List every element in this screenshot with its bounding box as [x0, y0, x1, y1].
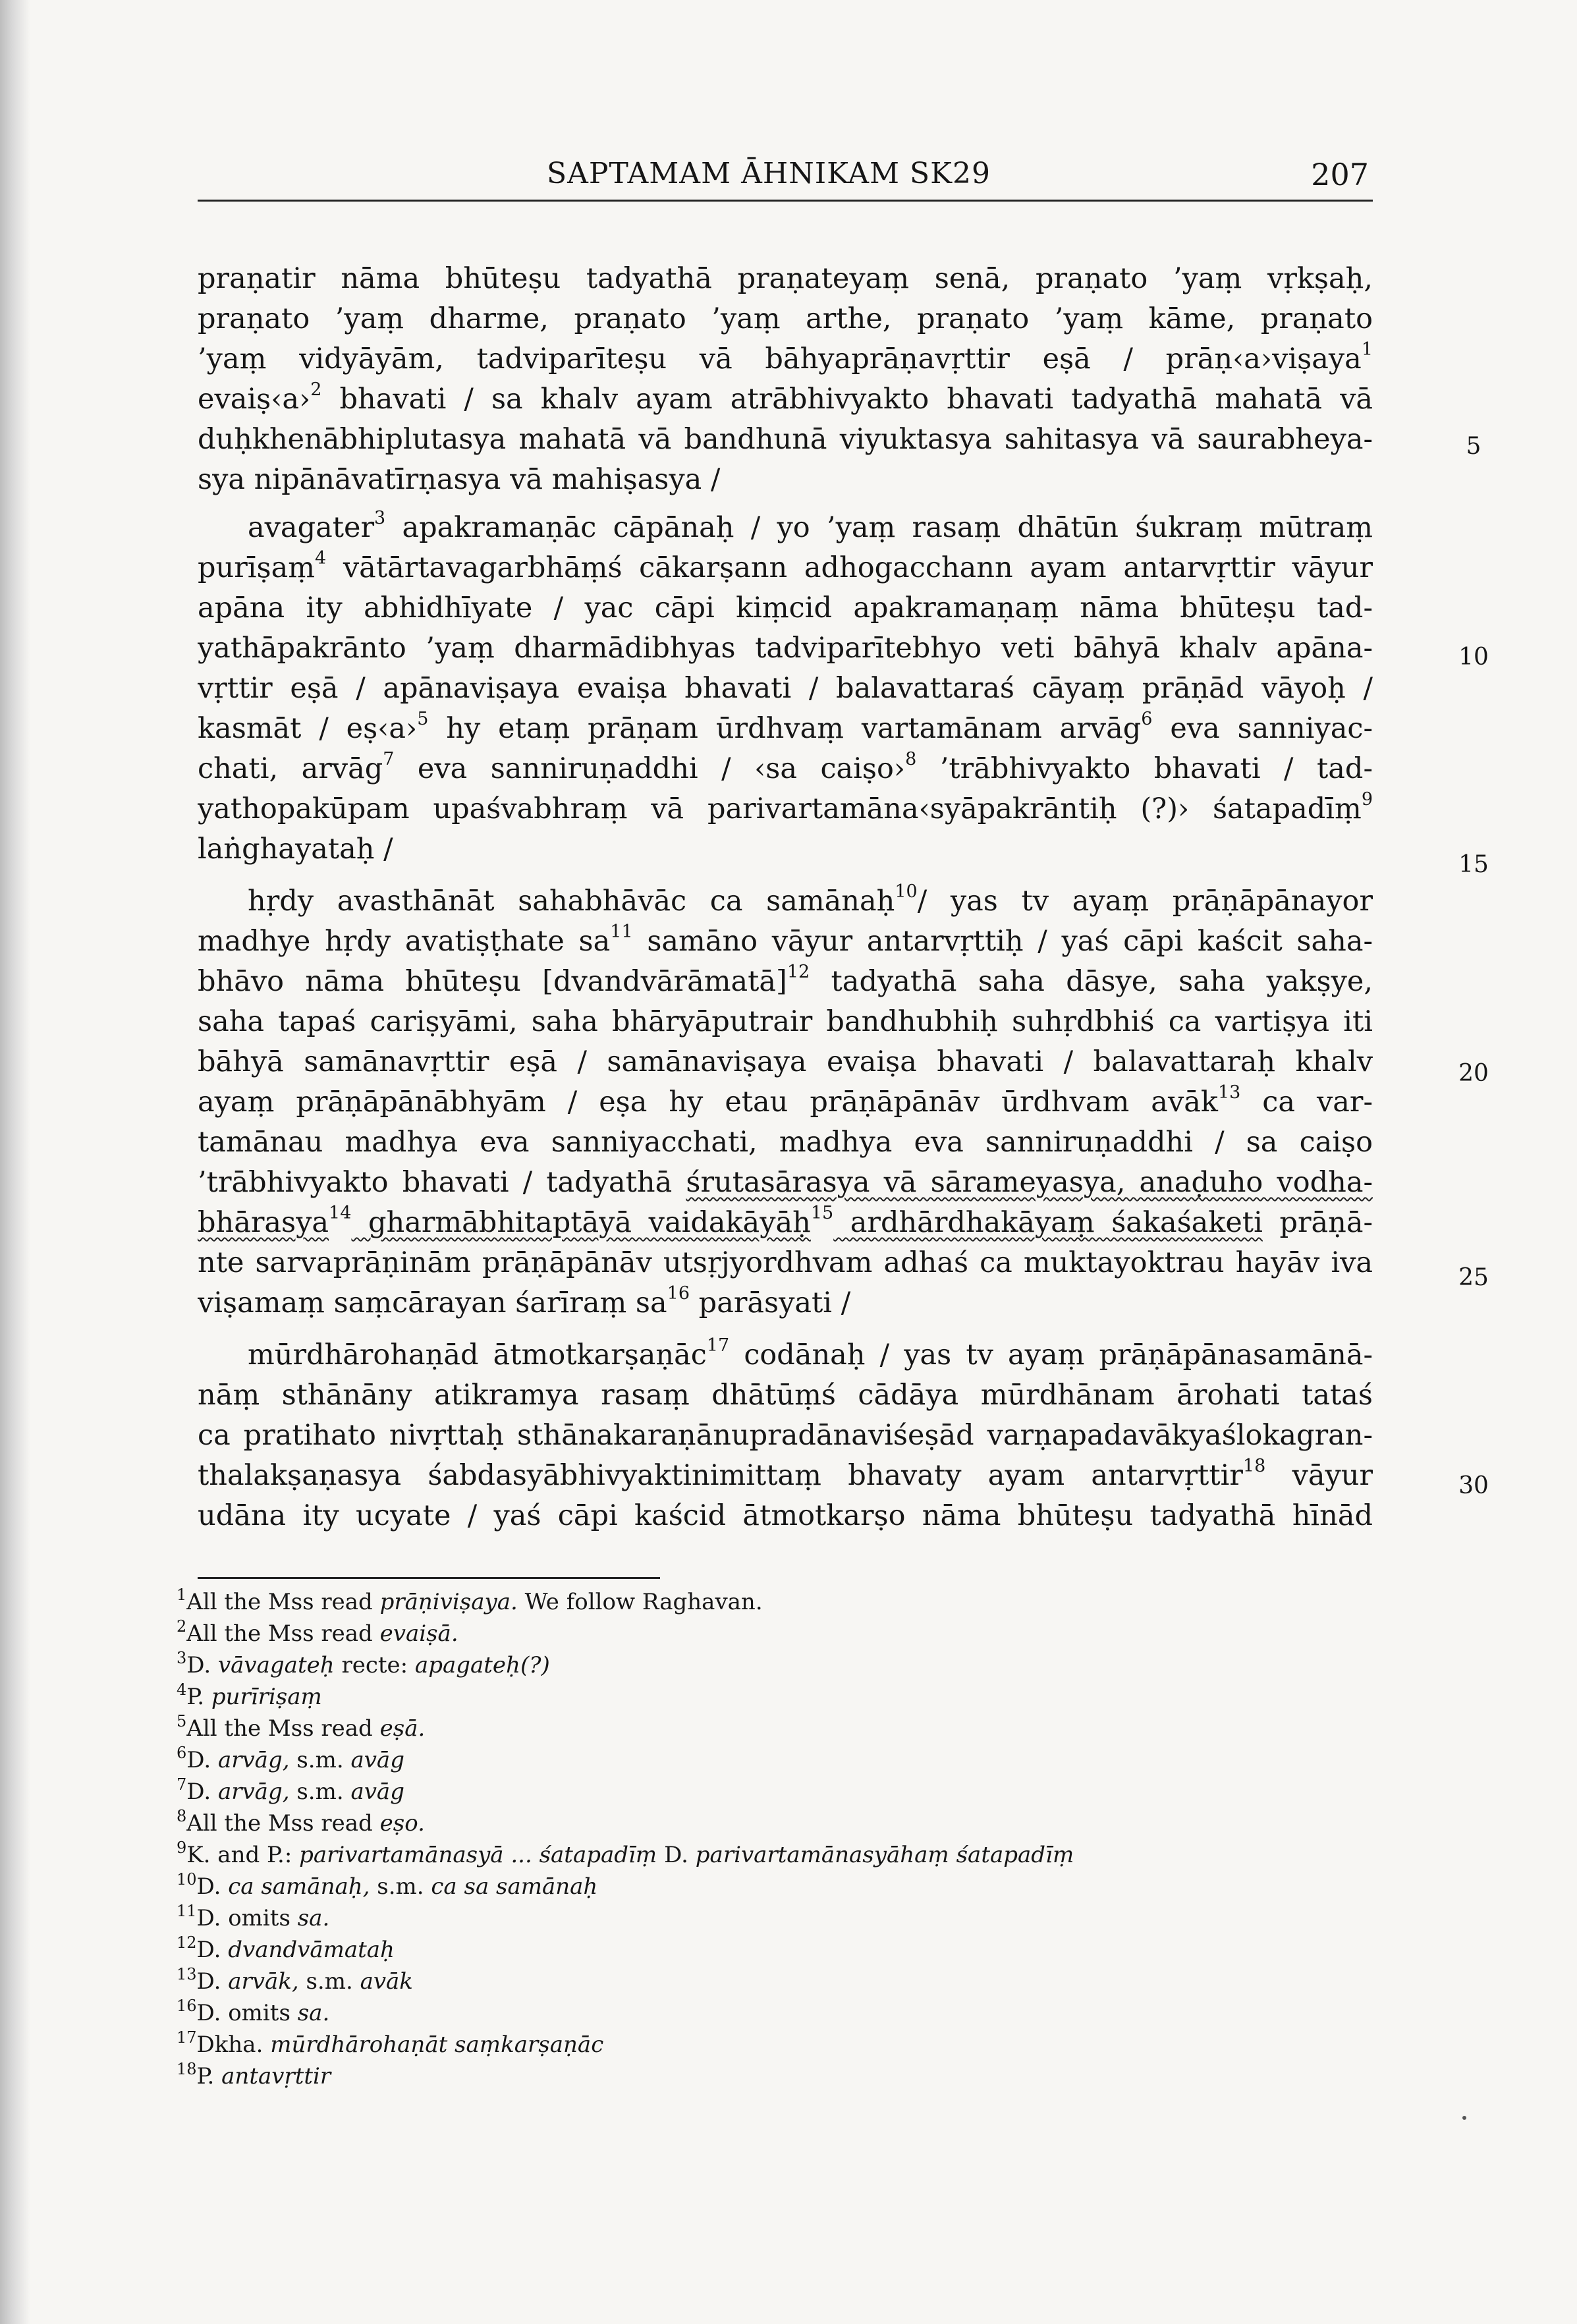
footnote-text: arvāg, — [217, 1747, 290, 1773]
footnote — [177, 1809, 1428, 1838]
footnote-mark: 17 — [177, 2028, 197, 2047]
footnote-text: D. — [186, 1779, 218, 1805]
footnote-mark: 1 — [177, 1586, 187, 1604]
text-line: ca pratihato nivṛttaḥ sthānakaraṇānupradānaviśeṣād varṇapadavākyaślokagran- — [198, 1419, 1373, 1452]
footnote-text: purīriṣaṃ — [211, 1684, 322, 1710]
footnote-text: D. — [196, 1873, 229, 1900]
scan-speck — [1462, 2116, 1466, 2120]
footnote-text: K. and P.: — [186, 1842, 300, 1868]
footnote — [177, 1967, 1428, 1996]
footnote-mark: 7 — [177, 1775, 187, 1794]
footnote — [177, 1999, 1428, 2028]
running-head: SAPTAMAM ĀHNIKAM SK29 — [547, 157, 991, 190]
line-number: 10 — [1458, 644, 1489, 671]
footnote-mark: 11 — [177, 1902, 197, 1920]
text-line: ’yaṃ vidyāyām, tadviparīteṣu vā bāhyaprāṇavṛttir eṣā / prāṇ‹a›viṣaya$^1$ — [198, 339, 1373, 375]
footnote — [177, 1588, 1428, 1617]
text-line: yathāpakrānto ’yaṃ dharmādibhyas tadviparītebhyo veti bāhyā khalv apāna- — [198, 632, 1373, 665]
footnote-mark: 5 — [177, 1712, 187, 1730]
footnote — [177, 1777, 1428, 1806]
footnote-text: All the Mss read — [186, 1620, 380, 1647]
footnote-rule — [198, 1577, 660, 1579]
text-line: kasmāt / eṣ‹a›$^5$ hy etaṃ prāṇam ūrdhvaṃ vartamānam arvāg$^6$ eva sanniyac- — [198, 709, 1373, 745]
line-number: 5 — [1466, 433, 1481, 460]
footnote-mark: 8 — [177, 1807, 187, 1825]
footnote-text: s.m. — [370, 1873, 431, 1900]
footnote-text: All the Mss read — [186, 1810, 380, 1837]
text-line: avagater$^3$ apakramaṇāc cāpānaḥ / yo ’yaṃ rasaṃ dhātūn śukraṃ mūtraṃ — [248, 508, 1373, 544]
text-line: purīṣaṃ$^4$ vātārtavagarbhāṃś cākarṣann adhogacchann ayam antarvṛttir vāyur — [198, 548, 1373, 584]
footnote-text: parivartamānasyā ... śatapadīṃ — [299, 1842, 657, 1868]
page-number: 207 — [1311, 157, 1369, 192]
footnote — [177, 1682, 1428, 1711]
footnote — [177, 1904, 1428, 1933]
line-number: 30 — [1458, 1472, 1489, 1499]
scan-edge-shadow — [0, 0, 30, 2324]
footnote-text: sa. — [297, 2000, 330, 2026]
footnote-mark: 16 — [177, 1997, 197, 2015]
line-number: 15 — [1458, 851, 1489, 878]
footnote-text: evaiṣā. — [379, 1620, 458, 1647]
footnote — [177, 1935, 1428, 1964]
footnote-text: s.m. — [289, 1779, 351, 1805]
footnote-text: parivartamānasyāhaṃ śatapadīṃ — [695, 1842, 1074, 1868]
text-line: vṛttir eṣā / apānaviṣaya evaiṣa bhavati / balavattaraś cāyaṃ prāṇād vāyoḥ / — [198, 672, 1373, 705]
text-line: bhāvo nāma bhūteṣu [dvandvārāmatā]$^{12}$ tadyathā saha dāsye, saha yakṣye, — [198, 962, 1373, 998]
header-rule — [198, 200, 1373, 202]
footnote-text: dvandvāmataḥ — [228, 1937, 395, 1963]
footnote-text: mūrdhārohaṇāt saṃkarṣaṇāc — [270, 2032, 604, 2058]
footnote-text: avāk — [360, 1968, 413, 1995]
footnote-mark: 18 — [177, 2060, 197, 2078]
footnote-mark: 2 — [177, 1617, 187, 1636]
text-line: nāṃ sthānāny atikramya rasaṃ dhātūṃś cādāya mūrdhānam ārohati tataś — [198, 1379, 1373, 1412]
footnote-text: prāṇiviṣaya. — [379, 1589, 518, 1615]
footnote-text: D. — [186, 1652, 218, 1678]
footnote — [177, 2030, 1428, 2059]
footnote-text: All the Mss read — [186, 1715, 380, 1742]
text-line: mūrdhārohaṇād ātmotkarṣaṇāc$^{17}$ codānaḥ / yas tv ayaṃ prāṇāpānasamānā- — [248, 1335, 1373, 1371]
text-line: praṇato ’yaṃ dharme, praṇato ’yaṃ arthe, praṇato ’yaṃ kāme, praṇato — [198, 302, 1373, 335]
footnote-mark: 10 — [177, 1870, 197, 1889]
footnote-mark: 4 — [177, 1680, 187, 1699]
text-line: duḥkhenābhiplutasya mahatā vā bandhunā viyuktasya sahitasya vā saurabheya- — [198, 423, 1373, 456]
footnote-text: apagateḥ(?) — [414, 1652, 550, 1678]
text-line: tamānau madhya eva sanniyacchati, madhya eva sanniruṇaddhi / sa caiṣo — [198, 1126, 1373, 1159]
text-line: praṇatir nāma bhūteṣu tadyathā praṇateyaṃ senā, praṇato ’yaṃ vṛkṣaḥ, — [198, 262, 1373, 295]
footnote — [177, 1840, 1428, 1869]
text-line: udāna ity ucyate / yaś cāpi kaścid ātmotkarṣo nāma bhūteṣu tadyathā hīnād — [198, 1499, 1373, 1532]
footnote-mark: 9 — [177, 1839, 187, 1857]
footnote-mark: 3 — [177, 1649, 187, 1667]
text-line: chati, arvāg$^7$ eva sanniruṇaddhi / ‹sa caiṣo›$^8$ ’trābhivyakto bhavati / tad- — [198, 749, 1373, 785]
footnote-mark: 6 — [177, 1744, 187, 1762]
footnote-text: s.m. — [298, 1968, 360, 1995]
footnote-text: sa. — [297, 1905, 330, 1931]
footnote — [177, 1619, 1428, 1648]
footnote-text: arvāk, — [228, 1968, 299, 1995]
footnote-text: ca samānaḥ, — [228, 1873, 370, 1900]
footnote-text: All the Mss read — [186, 1589, 380, 1615]
text-line: thalakṣaṇasya śabdasyābhivyaktinimittaṃ bhavaty ayam antarvṛttir$^{18}$ vāyur — [198, 1456, 1373, 1492]
text-line: sya nipānāvatīrṇasya vā mahiṣasya / — [198, 463, 721, 496]
footnote-text: s.m. — [289, 1747, 351, 1773]
footnote — [177, 1651, 1428, 1680]
footnote-text: D. — [196, 1937, 229, 1963]
footnote-text: eṣo. — [379, 1810, 425, 1837]
footnote — [177, 1714, 1428, 1743]
text-line: viṣamaṃ saṃcārayan śarīraṃ $sa^{16}$ parāsyati / — [198, 1283, 851, 1319]
footnote-text: D. — [186, 1747, 218, 1773]
footnote-text: antavṛttir — [221, 2063, 331, 2089]
footnote-text: avāg — [350, 1779, 404, 1805]
text-line: nte sarvaprāṇinām prāṇāpānāv utsṛjyordhvam adhaś ca muktayoktrau hayāv iva — [198, 1246, 1373, 1279]
text-line: yathopakūpam upaśvabhraṃ vā parivartamāna‹syāpakrāntiḥ (?)› śatapadīṃ$^9$ — [198, 789, 1373, 825]
footnote-mark: 12 — [177, 1933, 197, 1952]
footnote-text: P. — [196, 2063, 222, 2089]
footnote-text: D. — [196, 1968, 229, 1995]
footnote-text: ca sa samānaḥ — [431, 1873, 598, 1900]
text-line: evaiṣ‹a›$^2$ bhavati / sa khalv ayam atrābhivyakto bhavati tadyathā mahatā vā — [198, 379, 1373, 416]
text-line: hṛdy avasthānāt sahabhāvāc ca samānaḥ$^{10}$/ yas tv ayaṃ prāṇāpānayor — [248, 881, 1373, 918]
text-line: ’trābhivyakto bhavati / tadyathā śrutasārasya vā sārameyasya, anaḍuho vodha- — [198, 1166, 1373, 1199]
footnote-text: vāvagateḥ — [217, 1652, 335, 1678]
footnote-text: Dkha. — [196, 2032, 271, 2058]
footnote-text: eṣā. — [379, 1715, 426, 1742]
footnote — [177, 1746, 1428, 1775]
wavy-underlined-text: śrutasārasya vā sārameyasya, anaḍuho vodha- — [686, 1166, 1373, 1199]
footnote-text: avāg — [350, 1747, 404, 1773]
footnote-text: recte: — [334, 1652, 415, 1678]
text-line: laṅghayataḥ / — [198, 833, 393, 866]
footnote-text: We follow Raghavan. — [517, 1589, 763, 1615]
footnote-text: D. omits — [196, 1905, 298, 1931]
footnote-text: D. omits — [196, 2000, 298, 2026]
footnote-text: arvāg, — [217, 1779, 290, 1805]
line-number: 25 — [1458, 1264, 1489, 1291]
page-header — [198, 154, 1373, 200]
line-number: 20 — [1458, 1060, 1489, 1087]
text-line: bāhyā samānavṛttir eṣā / samānaviṣaya evaiṣa bhavati / balavattaraḥ khalv — [198, 1045, 1373, 1078]
footnote-text: P. — [186, 1684, 211, 1710]
text-line: saha tapaś cariṣyāmi, saha bhāryāputrair bandhubhiḥ suhṛdbhiś ca vartiṣya iti — [198, 1005, 1373, 1038]
footnote — [177, 2062, 1428, 2091]
text-line: madhye hṛdy avatiṣṭhate $sa^{11}$ samāno vāyur antarvṛttiḥ / yaś cāpi kaścit saha- — [198, 922, 1373, 958]
footnote-mark: 13 — [177, 1965, 197, 1983]
text-line: apāna ity abhidhīyate / yac cāpi kiṃcid apakramaṇaṃ nāma bhūteṣu tad- — [198, 592, 1373, 624]
footnote — [177, 1872, 1428, 1901]
text-line: ayaṃ prāṇāpānābhyām / eṣa hy etau prāṇāpānāv ūrdhvam avāk$^{13}$ ca var- — [198, 1082, 1373, 1119]
footnote-text: D. — [657, 1842, 696, 1868]
text-line: bhārasya$^{14}$ gharmābhitaptāyā vaidakāyāḥ$^{15}$ ardhārdhakāyaṃ śakaśaketi prāṇā- — [198, 1203, 1373, 1239]
